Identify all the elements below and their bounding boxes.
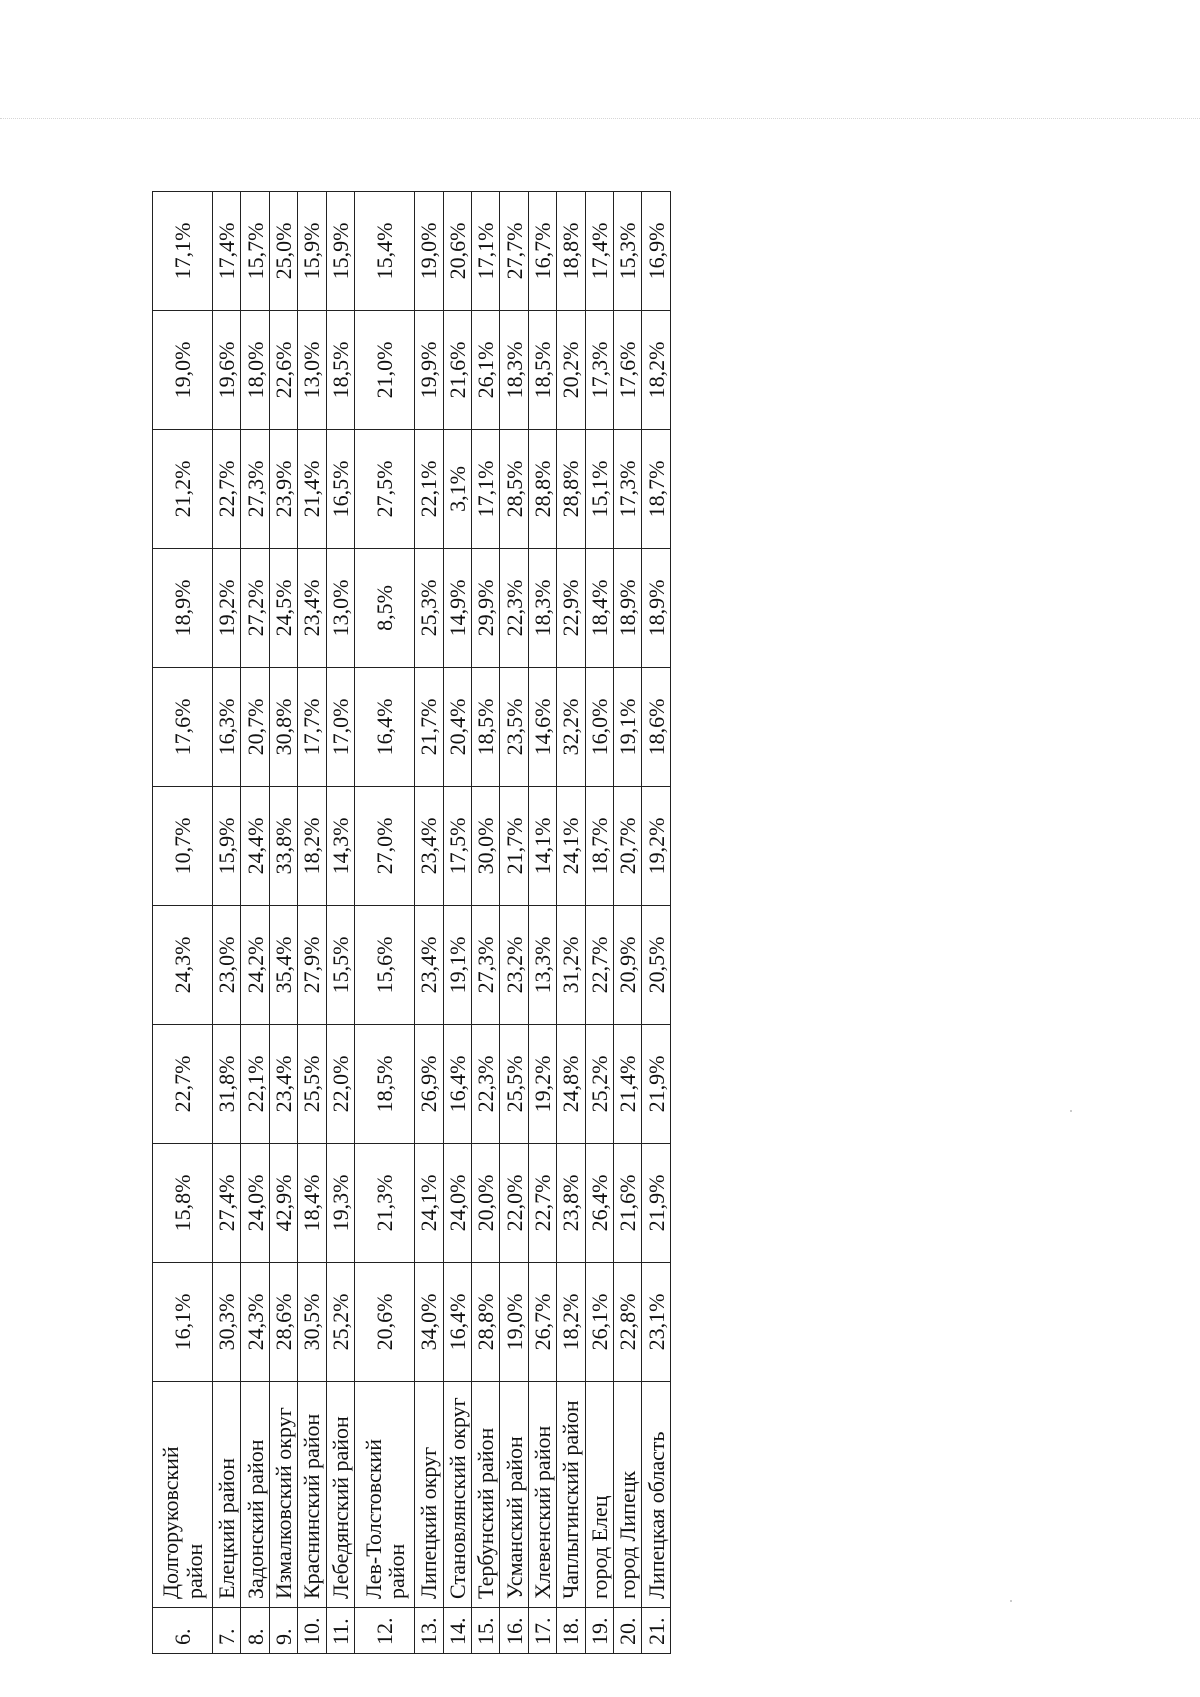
value-cell: 27,7% [500,192,528,311]
value-cell: 18,5% [326,311,354,430]
value-cell: 10,7% [153,787,213,906]
value-cell: 22,0% [326,1025,354,1144]
value-cell: 15,9% [298,192,326,311]
value-cell: 21,9% [642,1144,671,1263]
value-cell: 33,8% [269,787,297,906]
district-name: город Елец [585,1382,613,1608]
value-cell: 19,0% [153,311,213,430]
value-cell: 19,2% [642,787,671,906]
value-cell: 18,7% [642,430,671,549]
value-cell: 19,0% [500,1263,528,1382]
value-cell: 24,3% [153,906,213,1025]
value-cell: 23,2% [500,906,528,1025]
value-cell: 17,6% [153,668,213,787]
value-cell: 13,3% [528,906,556,1025]
district-name: Долгоруковский район [153,1382,213,1608]
statistics-table [152,191,671,1654]
district-name: Задонский район [241,1382,269,1608]
district-name: Липецкая область [642,1382,671,1608]
value-cell: 14,6% [528,668,556,787]
table-row [585,192,613,1654]
value-cell: 18,4% [585,549,613,668]
table-row [642,192,671,1654]
table-row [213,192,241,1654]
table-row [153,192,213,1654]
value-cell: 24,5% [269,549,297,668]
row-number: 8. [241,1608,269,1654]
value-cell: 18,3% [528,549,556,668]
row-number: 15. [471,1608,499,1654]
value-cell: 17,5% [443,787,471,906]
value-cell: 17,1% [153,192,213,311]
value-cell: 15,9% [213,787,241,906]
scan-speck [1070,1110,1072,1112]
value-cell: 22,3% [471,1025,499,1144]
value-cell: 24,8% [557,1025,585,1144]
table-row [528,192,556,1654]
value-cell: 30,8% [269,668,297,787]
value-cell: 30,5% [298,1263,326,1382]
district-name: Становлянский округ [443,1382,471,1608]
value-cell: 18,5% [528,311,556,430]
table-row [500,192,528,1654]
value-cell: 28,6% [269,1263,297,1382]
value-cell: 20,7% [614,787,642,906]
row-number: 12. [355,1608,415,1654]
district-name: Лев-Толстовский район [355,1382,415,1608]
value-cell: 17,3% [614,430,642,549]
value-cell: 21,2% [153,430,213,549]
value-cell: 8,5% [355,549,415,668]
district-name: Липецкий округ [415,1382,443,1608]
value-cell: 26,1% [471,311,499,430]
value-cell: 21,9% [642,1025,671,1144]
table-row [614,192,642,1654]
value-cell: 24,0% [443,1144,471,1263]
value-cell: 25,3% [415,549,443,668]
value-cell: 27,9% [298,906,326,1025]
value-cell: 17,4% [585,192,613,311]
value-cell: 20,6% [355,1263,415,1382]
value-cell: 16,0% [585,668,613,787]
scan-artifact-line [0,118,1200,119]
value-cell: 17,6% [614,311,642,430]
district-name: город Липецк [614,1382,642,1608]
value-cell: 14,3% [326,787,354,906]
value-cell: 18,9% [642,549,671,668]
value-cell: 30,3% [213,1263,241,1382]
value-cell: 23,0% [213,906,241,1025]
value-cell: 20,4% [443,668,471,787]
value-cell: 23,8% [557,1144,585,1263]
value-cell: 15,1% [585,430,613,549]
value-cell: 18,7% [585,787,613,906]
value-cell: 21,3% [355,1144,415,1263]
value-cell: 26,1% [585,1263,613,1382]
value-cell: 26,4% [585,1144,613,1263]
value-cell: 28,5% [500,430,528,549]
value-cell: 23,4% [415,906,443,1025]
value-cell: 19,9% [415,311,443,430]
value-cell: 20,9% [614,906,642,1025]
table-row [298,192,326,1654]
value-cell: 25,2% [585,1025,613,1144]
value-cell: 22,7% [153,1025,213,1144]
row-number: 6. [153,1608,213,1654]
value-cell: 22,7% [585,906,613,1025]
value-cell: 16,3% [213,668,241,787]
district-name: Хлевенский район [528,1382,556,1608]
value-cell: 15,5% [326,906,354,1025]
table-row [443,192,471,1654]
value-cell: 17,3% [585,311,613,430]
value-cell: 21,7% [500,787,528,906]
row-number: 20. [614,1608,642,1654]
value-cell: 25,5% [500,1025,528,1144]
table-row [355,192,415,1654]
value-cell: 20,2% [557,311,585,430]
value-cell: 18,4% [298,1144,326,1263]
value-cell: 17,1% [471,430,499,549]
value-cell: 32,2% [557,668,585,787]
value-cell: 23,5% [500,668,528,787]
value-cell: 16,4% [355,668,415,787]
value-cell: 16,7% [528,192,556,311]
value-cell: 17,7% [298,668,326,787]
value-cell: 22,0% [500,1144,528,1263]
value-cell: 20,6% [443,192,471,311]
value-cell: 23,1% [642,1263,671,1382]
value-cell: 22,8% [614,1263,642,1382]
value-cell: 26,7% [528,1263,556,1382]
scan-speck [1010,1600,1012,1602]
value-cell: 28,8% [557,430,585,549]
value-cell: 21,0% [355,311,415,430]
district-name: Тербунский район [471,1382,499,1608]
value-cell: 22,7% [528,1144,556,1263]
value-cell: 21,6% [443,311,471,430]
value-cell: 19,1% [614,668,642,787]
value-cell: 17,4% [213,192,241,311]
value-cell: 24,3% [241,1263,269,1382]
value-cell: 18,3% [500,311,528,430]
value-cell: 23,4% [298,549,326,668]
value-cell: 27,5% [355,430,415,549]
value-cell: 18,5% [471,668,499,787]
value-cell: 27,2% [241,549,269,668]
value-cell: 15,3% [614,192,642,311]
value-cell: 18,8% [557,192,585,311]
row-number: 17. [528,1608,556,1654]
value-cell: 28,8% [528,430,556,549]
value-cell: 22,1% [241,1025,269,1144]
district-name: Измалковский округ [269,1382,297,1608]
value-cell: 20,5% [642,906,671,1025]
value-cell: 13,0% [298,311,326,430]
value-cell: 16,1% [153,1263,213,1382]
value-cell: 22,1% [415,430,443,549]
district-name: Чаплыгинский район [557,1382,585,1608]
value-cell: 21,4% [614,1025,642,1144]
value-cell: 18,6% [642,668,671,787]
value-cell: 35,4% [269,906,297,1025]
value-cell: 23,9% [269,430,297,549]
row-number: 21. [642,1608,671,1654]
value-cell: 24,0% [241,1144,269,1263]
value-cell: 22,6% [269,311,297,430]
value-cell: 3,1% [443,430,471,549]
row-number: 14. [443,1608,471,1654]
value-cell: 25,0% [269,192,297,311]
value-cell: 30,0% [471,787,499,906]
value-cell: 23,4% [269,1025,297,1144]
value-cell: 24,1% [415,1144,443,1263]
value-cell: 19,0% [415,192,443,311]
value-cell: 19,1% [443,906,471,1025]
value-cell: 19,3% [326,1144,354,1263]
table-row [241,192,269,1654]
value-cell: 16,4% [443,1025,471,1144]
value-cell: 15,9% [326,192,354,311]
value-cell: 42,9% [269,1144,297,1263]
table-row [269,192,297,1654]
value-cell: 17,0% [326,668,354,787]
value-cell: 13,0% [326,549,354,668]
value-cell: 22,3% [500,549,528,668]
table-row [471,192,499,1654]
value-cell: 19,2% [213,549,241,668]
district-name: Краснинский район [298,1382,326,1608]
value-cell: 31,8% [213,1025,241,1144]
value-cell: 18,5% [355,1025,415,1144]
district-name: Лебедянский район [326,1382,354,1608]
value-cell: 27,3% [471,906,499,1025]
value-cell: 18,0% [241,311,269,430]
row-number: 19. [585,1608,613,1654]
table-body [153,192,671,1654]
value-cell: 19,2% [528,1025,556,1144]
value-cell: 18,9% [153,549,213,668]
value-cell: 28,8% [471,1263,499,1382]
value-cell: 21,7% [415,668,443,787]
value-cell: 24,1% [557,787,585,906]
value-cell: 22,9% [557,549,585,668]
value-cell: 23,4% [415,787,443,906]
row-number: 10. [298,1608,326,1654]
table-row [326,192,354,1654]
rotated-table-container [152,192,671,1654]
value-cell: 14,1% [528,787,556,906]
value-cell: 15,6% [355,906,415,1025]
row-number: 7. [213,1608,241,1654]
value-cell: 18,2% [557,1263,585,1382]
value-cell: 18,2% [642,311,671,430]
value-cell: 20,0% [471,1144,499,1263]
value-cell: 24,4% [241,787,269,906]
value-cell: 18,9% [614,549,642,668]
value-cell: 25,5% [298,1025,326,1144]
value-cell: 27,0% [355,787,415,906]
row-number: 18. [557,1608,585,1654]
row-number: 9. [269,1608,297,1654]
value-cell: 24,2% [241,906,269,1025]
value-cell: 14,9% [443,549,471,668]
value-cell: 18,2% [298,787,326,906]
value-cell: 19,6% [213,311,241,430]
value-cell: 26,9% [415,1025,443,1144]
value-cell: 22,7% [213,430,241,549]
row-number: 16. [500,1608,528,1654]
table-row [557,192,585,1654]
value-cell: 21,4% [298,430,326,549]
row-number: 13. [415,1608,443,1654]
value-cell: 16,9% [642,192,671,311]
value-cell: 27,3% [241,430,269,549]
value-cell: 31,2% [557,906,585,1025]
value-cell: 29,9% [471,549,499,668]
value-cell: 25,2% [326,1263,354,1382]
value-cell: 16,5% [326,430,354,549]
district-name: Елецкий район [213,1382,241,1608]
value-cell: 21,6% [614,1144,642,1263]
value-cell: 34,0% [415,1263,443,1382]
value-cell: 15,4% [355,192,415,311]
value-cell: 17,1% [471,192,499,311]
value-cell: 20,7% [241,668,269,787]
table-row [415,192,443,1654]
value-cell: 15,7% [241,192,269,311]
value-cell: 15,8% [153,1144,213,1263]
value-cell: 27,4% [213,1144,241,1263]
district-name: Усманский район [500,1382,528,1608]
row-number: 11. [326,1608,354,1654]
value-cell: 16,4% [443,1263,471,1382]
